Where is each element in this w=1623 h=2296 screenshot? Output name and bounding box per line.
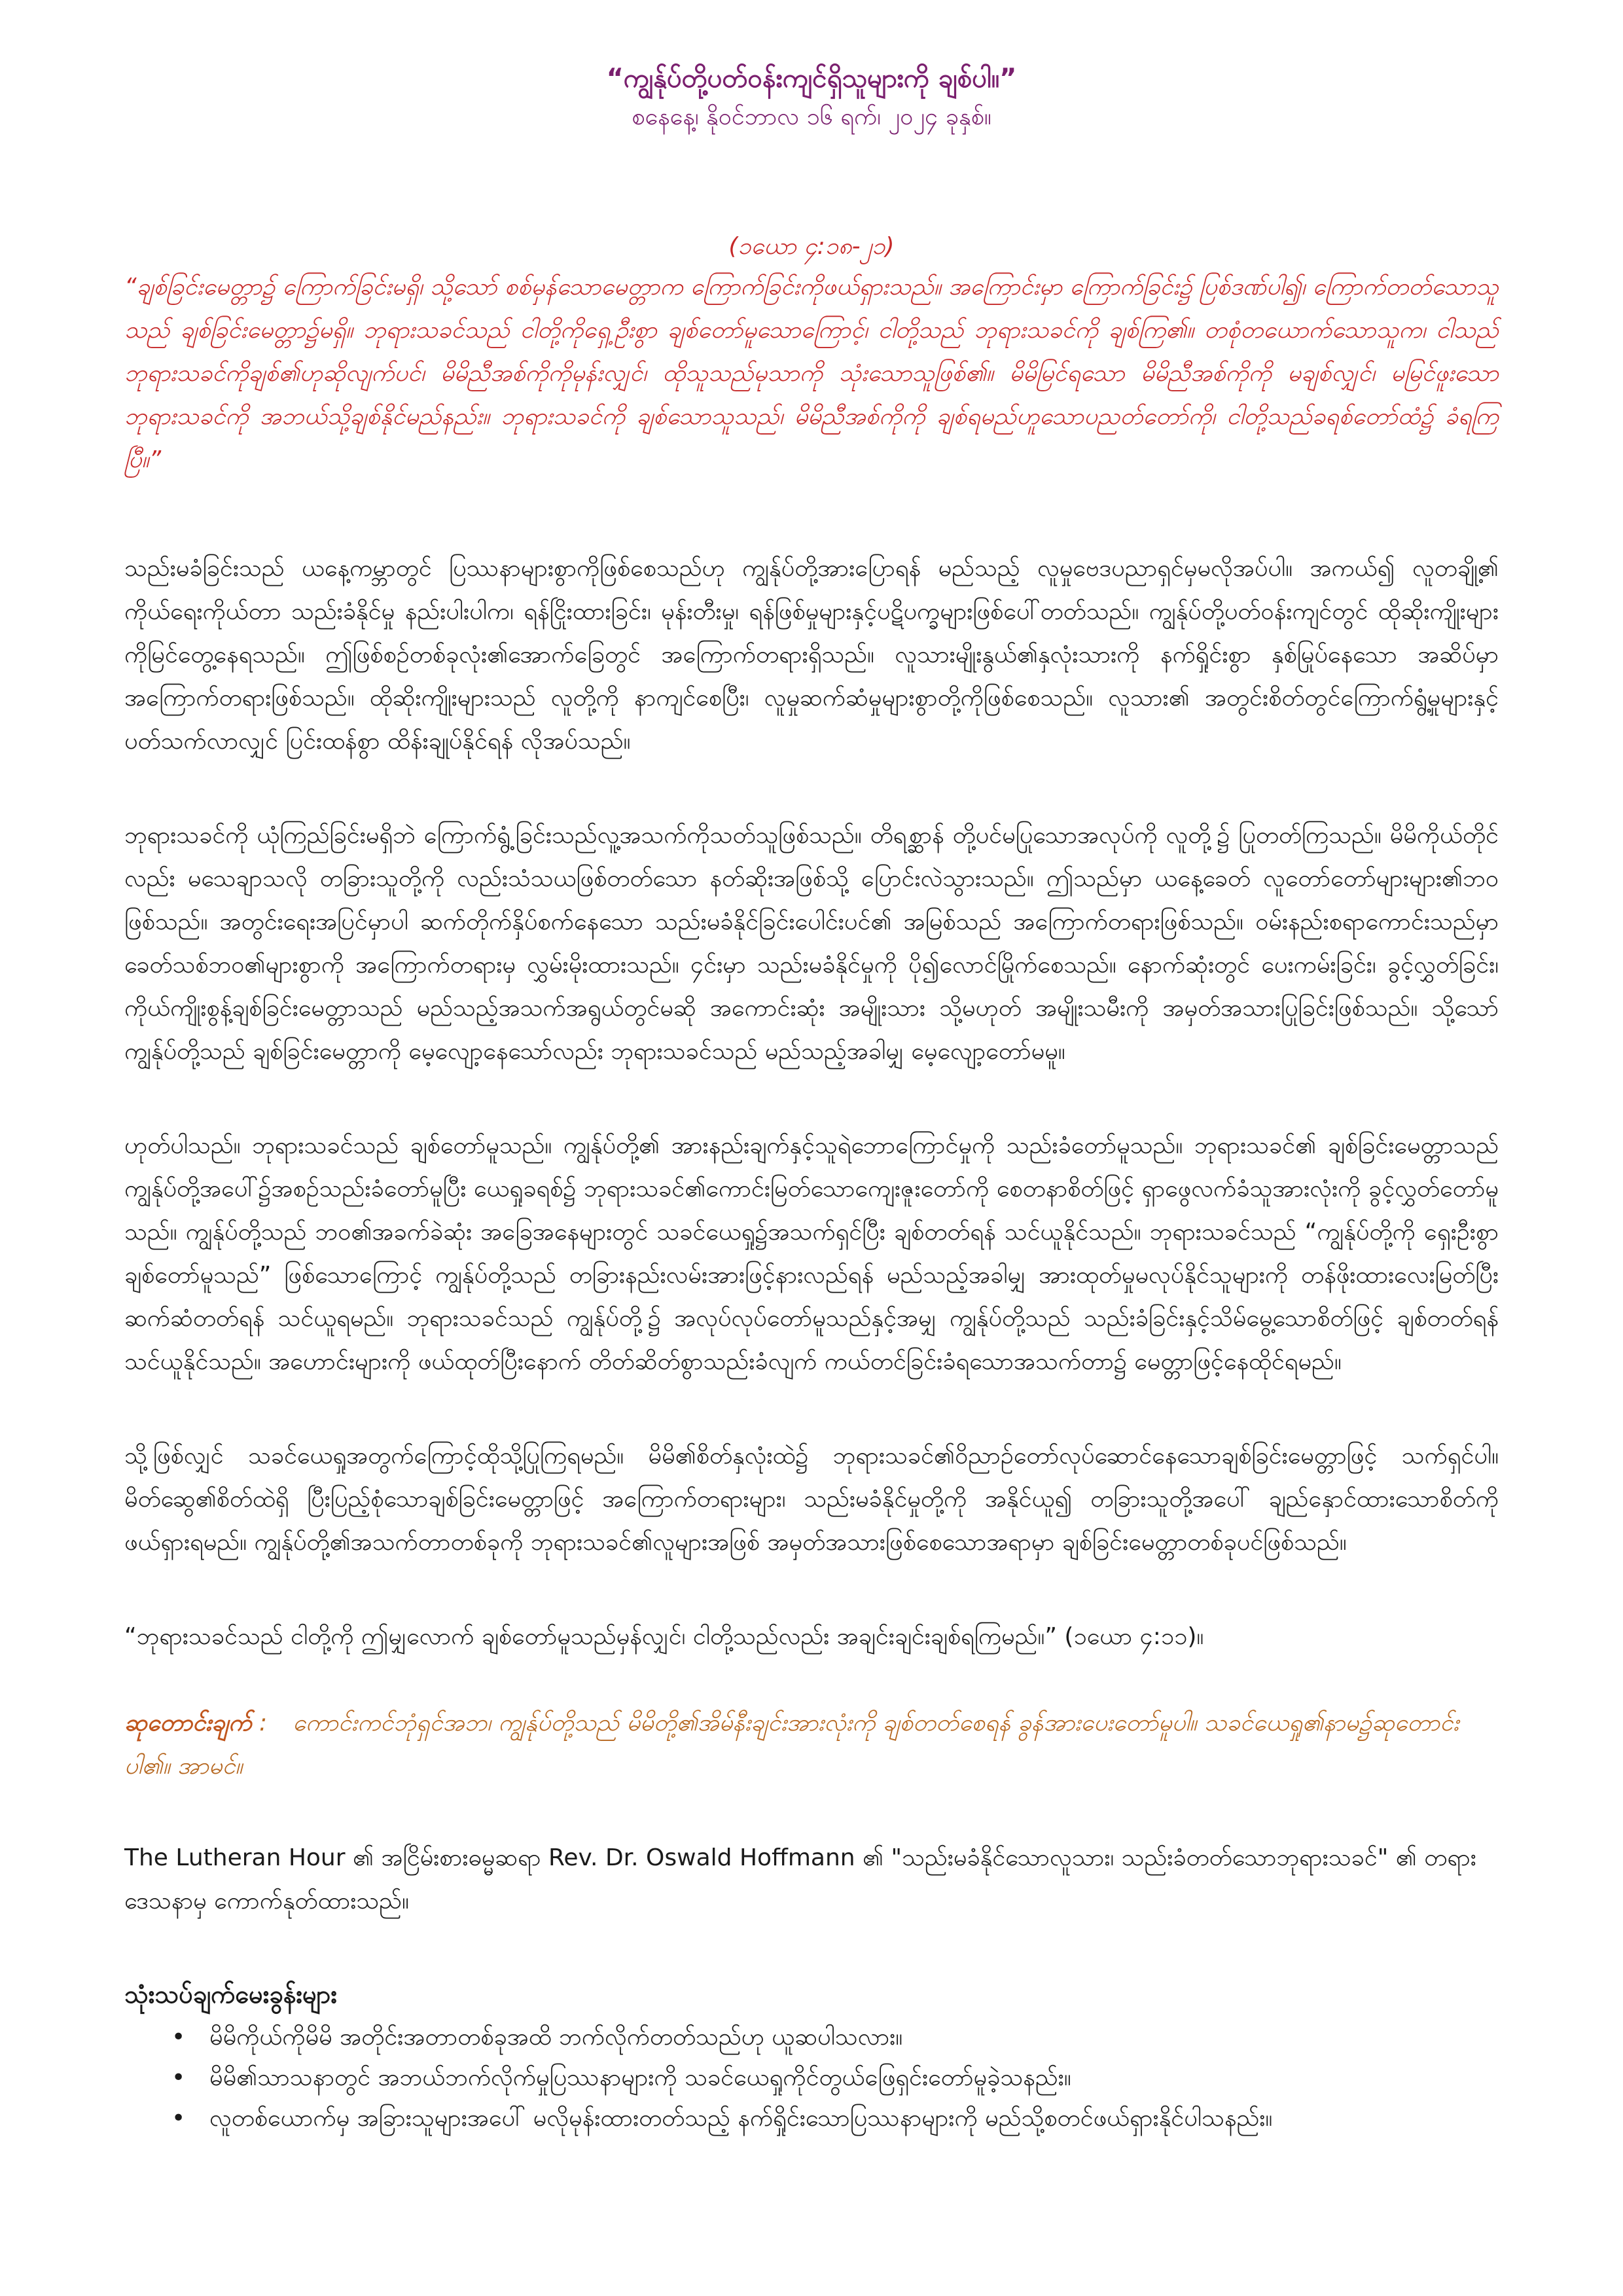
attribution: The Lutheran Hour ၏ အငြိမ်းစားဓမ္မဆရာ Rev. Dr. Oswald Hoffmann ၏ "သည်းမခံနိုင်သောလူသား၊ သည်းခံတတ်သောဘုရားသခင်" ၏ တရားဒေသနာမှ ကောက်နုတ်ထားသည်။	[124, 1844, 1476, 1914]
prayer-label: ဆုတောင်းချက်	[124, 1710, 252, 1736]
body-paragraph-1: သည်းမခံခြင်းသည် ယနေ့ကမ္ဘာတွင် ပြဿနာများစွာကိုဖြစ်စေသည်ဟု ကျွန်ုပ်တို့အားပြောရန် မည်သည့် လူမှုဗေဒပညာရှင်မှမလိုအပ်ပါ။ အကယ်၍ လူတချို့၏ ကိုယ်ရေးကိုယ်တာ သည်းခံနိုင်မှု နည်းပါးပါက၊ ရန်ငြိုးထားခြင်း၊ မုန်းတီးမှု၊ ရန်ဖြစ်မှုများနှင့်ပဋိပက္ခများဖြစ်ပေါ်တတ်သည်။ ကျွန်ုပ်တို့ပတ်ဝန်းကျင်တွင် ထိုဆိုးကျိုးများကိုမြင်တွေ့နေရသည်။ ဤဖြစ်စဉ်တစ်ခုလုံး၏အောက်ခြေတွင် အကြောက်တရားရှိသည်။ လူသားမျိုးနွယ်၏နှလုံးသားကို နက်ရှိုင်းစွာ နှစ်မြုပ်နေသော အဆိပ်မှာ အကြောက်တရားဖြစ်သည်။ ထိုဆိုးကျိုးများသည် လူတို့ကို နာကျင်စေပြီး၊ လူမှုဆက်ဆံမှုများစွာတို့ကိုဖြစ်စေသည်။ လူသား၏ အတွင်းစိတ်တွင်ကြောက်ရွံ့မှုများနှင့် ပတ်သက်လာလျှင် ပြင်းထန်စွာ ထိန်းချုပ်နိုင်ရန် လိုအပ်သည်။	[124, 555, 1499, 755]
reflection-item	[124, 2058, 1499, 2098]
closing-quote: “ဘုရားသခင်သည် ငါတို့ကို ဤမျှလောက် ချစ်တော်မူသည်မှန်လျှင်၊ ငါတို့သည်လည်း အချင်းချင်းချစ်ရကြမည်။” (၁ယော ၄:၁၁)။	[124, 1623, 1204, 1650]
reflection-item-text: လူတစ်ယောက်မှ အခြားသူများအပေါ် မလိုမုန်းထားတတ်သည့် နက်ရှိုင်းသောပြဿနာများကို မည်သို့စတင်ဖယ်ရှားနိုင်ပါသနည်း။	[209, 2105, 1273, 2132]
reflection-item	[124, 2098, 1499, 2139]
reflection-item-text: မိမိကိုယ်ကိုမိမိ အတိုင်းအတာတစ်ခုအထိ ဘက်လိုက်တတ်သည်ဟု ယူဆပါသလား။	[209, 2024, 903, 2051]
reflection-item-text: မိမိ၏သာသနာတွင် အဘယ်ဘက်လိုက်မှုပြဿနာများကို သခင်ယေရှုကိုင်တွယ်ဖြေရှင်းတော်မူခဲ့သနည်း။	[209, 2064, 1071, 2091]
scripture-reference: (၁ယော ၄:၁၈-၂၁)	[728, 233, 895, 260]
prayer-separator: :	[259, 1710, 268, 1736]
bullet-icon: •	[171, 2024, 186, 2051]
prayer-text: ကောင်းကင်ဘုံရှင်အဘ၊ ကျွန်ုပ်တို့သည် မိမိတို့၏အိမ်နီးချင်းအားလုံးကို ချစ်တတ်စေရန် ခွန်အားပေးတော်မူပါ။ သခင်ယေရှု၏နာမ၌ဆုတောင်းပါ၏။ အာမင်။	[124, 1710, 1459, 1780]
bullet-icon: •	[171, 2105, 186, 2132]
body-paragraph-2: ဘုရားသခင်ကို ယုံကြည်ခြင်းမရှိဘဲ ကြောက်ရွံ့ခြင်းသည်လူ့အသက်ကိုသတ်သူဖြစ်သည်။ တိရစ္ဆာန် တို့ပင်မပြုသောအလုပ်ကို လူတို့၌ ပြုတတ်ကြသည်။ မိမိကိုယ်တိုင်လည်း မသေချာသလို တခြားသူတို့ကို လည်းသံသယဖြစ်တတ်သော နတ်ဆိုးအဖြစ်သို့ ပြောင်းလဲသွားသည်။ ဤသည်မှာ ယနေ့ခေတ် လူတော်တော်များများ၏ဘဝဖြစ်သည်။ အတွင်းရေးအပြင်မှာပါ ဆက်တိုက်နှိပ်စက်နေသော သည်းမခံနိုင်ခြင်းပေါင်းပင်၏ အမြစ်သည် အကြောက်တရားဖြစ်သည်။ ဝမ်းနည်းစရာကောင်းသည်မှာ ခေတ်သစ်ဘဝ၏များစွာကို အကြောက်တရားမှ လွှမ်းမိုးထားသည်။ ၄င်းမှာ သည်းမခံနိုင်မှုကို ပို၍လောင်မြိုက်စေသည်။ နောက်ဆုံးတွင် ပေးကမ်းခြင်း၊ ခွင့်လွှတ်ခြင်း၊ ကိုယ်ကျိုးစွန့်ချစ်ခြင်းမေတ္တာသည် မည်သည့်အသက်အရွယ်တွင်မဆို အကောင်းဆုံး အမျိုးသား သို့မဟုတ် အမျိုးသမီးကို အမှတ်အသားပြုခြင်းဖြစ်သည်။ သို့သော် ကျွန်ုပ်တို့သည် ချစ်ခြင်းမေတ္တာကို မေ့လျော့နေသော်လည်း ဘုရားသခင်သည် မည်သည့်အခါမျှ မေ့လျော့တော်မမူ။	[124, 822, 1499, 1065]
scripture-text: “ချစ်ခြင်းမေတ္တာ၌ ကြောက်ခြင်းမရှိ၊ သို့သော် စစ်မှန်သောမေတ္တာက ကြောက်ခြင်းကိုဖယ်ရှားသည်။ အကြောင်းမှာ ကြောက်ခြင်း၌ ပြစ်ဒဏ်ပါ၍၊ ကြောက်တတ်သောသူသည် ချစ်ခြင်းမေတ္တာ၌မရှိ။ ဘုရားသခင်သည် ငါတို့ကိုရှေ့ဦးစွာ ချစ်တော်မူသောကြောင့်၊ ငါတို့သည် ဘုရားသခင်ကို ချစ်ကြ၏။ တစုံတယောက်သောသူက၊ ငါသည်ဘုရားသခင်ကိုချစ်၏ဟုဆိုလျက်ပင်၊ မိမိညီအစ်ကိုကိုမုန်းလျှင်၊ ထိုသူသည်မုသာကို သုံးသောသူဖြစ်၏။ မိမိမြင်ရသော မိမိညီအစ်ကိုကို မချစ်လျှင်၊ မမြင်ဖူးသော ဘုရားသခင်ကို အဘယ်သို့ချစ်နိုင်မည်နည်း။ ဘုရားသခင်ကို ချစ်သောသူသည်၊ မိမိညီအစ်ကိုကို ချစ်ရမည်ဟူသောပညတ်တော်ကို၊ ငါတို့သည်ခရစ်တော်ထံ၌ ခံရကြပြီ။”	[124, 274, 1499, 473]
prayer	[124, 1702, 1499, 1788]
body-paragraph-3: ဟုတ်ပါသည်။ ဘုရားသခင်သည် ချစ်တော်မူသည်။ ကျွန်ုပ်တို့၏ အားနည်းချက်နှင့်သူရဲဘောကြောင်မှုကို သည်းခံတော်မူသည်။ ဘုရားသခင်၏ ချစ်ခြင်းမေတ္တာသည် ကျွန်ုပ်တို့အပေါ်၌အစဉ်သည်းခံတော်မူပြီး ယေရှုခရစ်၌ ဘုရားသခင်၏ကောင်းမြတ်သောကျေးဇူးတော်ကို စေတနာစိတ်ဖြင့် ရှာဖွေလက်ခံသူအားလုံးကို ခွင့်လွှတ်တော်မူသည်။ ကျွန်ုပ်တို့သည် ဘဝ၏အခက်ခဲဆုံး အခြေအနေများတွင် သခင်ယေရှု၌အသက်ရှင်ပြီး ချစ်တတ်ရန် သင်ယူနိုင်သည်။ ဘုရားသခင်သည် “ကျွန်ုပ်တို့ကို ရှေးဦးစွာချစ်တော်မူသည်” ဖြစ်သောကြောင့် ကျွန်ုပ်တို့သည် တခြားနည်းလမ်းအားဖြင့်နားလည်ရန် မည်သည့်အခါမျှ အားထုတ်မှုမလုပ်နိုင်သူများကို တန်ဖိုးထားလေးမြတ်ပြီးဆက်ဆံတတ်ရန် သင်ယူရမည်။ ဘုရားသခင်သည် ကျွန်ုပ်တို့၌ အလုပ်လုပ်တော်မူသည်နှင့်အမျှ ကျွန်ုပ်တို့သည် သည်းခံခြင်းနှင့်သိမ်မွေ့သောစိတ်ဖြင့် ချစ်တတ်ရန် သင်ယူနိုင်သည်။ အဟောင်းများကို ဖယ်ထုတ်ပြီးနောက် တိတ်ဆိတ်စွာသည်းခံလျက် ကယ်တင်ခြင်းခံရသောအသက်တာ၌ မေတ္တာဖြင့်နေထိုင်ရမည်။	[124, 1132, 1499, 1375]
reflection-item	[124, 2017, 1499, 2058]
bullet-icon: •	[171, 2064, 186, 2091]
dateline: စနေနေ့၊ နိုဝင်ဘာလ ၁၆ ရက်၊ ၂၀၂၄ ခုနှစ်။	[632, 103, 991, 130]
reflection-heading: သုံးသပ်ချက်မေးခွန်းများ	[124, 1980, 338, 2009]
reflection-list	[124, 2017, 1499, 2139]
body-paragraph-4: သို့ဖြစ်လျှင် သခင်ယေရှုအတွက်ကြောင့်ထိုသို့ပြုကြရမည်။ မိမိ၏စိတ်နှလုံးထဲ၌ ဘုရားသခင်၏ဝိညာဉ်တော်လုပ်ဆောင်နေသောချစ်ခြင်းမေတ္တာဖြင့် သက်ရှင်ပါ။ မိတ်ဆွေ၏စိတ်ထဲရှိ ပြီးပြည့်စုံသောချစ်ခြင်းမေတ္တာဖြင့် အကြောက်တရားများ၊ သည်းမခံနိုင်မှုတို့ကို အနိုင်ယူ၍ တခြားသူတို့အပေါ် ချည်နှောင်ထားသောစိတ်ကိုဖယ်ရှားရမည်။ ကျွန်ုပ်တို့၏အသက်တာတစ်ခုကို ဘုရားသခင်၏လူများအဖြစ် အမှတ်အသားဖြစ်စေသောအရာမှာ ချစ်ခြင်းမေတ္တာတစ်ခုပင်ဖြစ်သည်။	[124, 1443, 1499, 1556]
page-title: “ကျွန်ုပ်တို့ပတ်ဝန်းကျင်ရှိသူများကို ချစ်ပါ။”	[606, 63, 1017, 94]
